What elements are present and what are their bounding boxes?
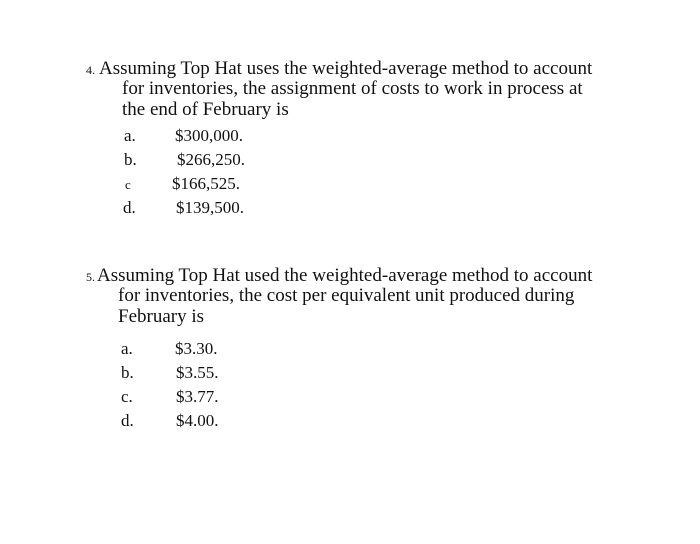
- option-d-value: $4.00.: [176, 411, 219, 430]
- option-c-value: $166,525.: [172, 174, 240, 193]
- option-a-value: $3.30.: [175, 339, 218, 358]
- option-a-letter: a.: [121, 339, 133, 358]
- option-c-letter: c: [125, 177, 131, 192]
- question-text-line: February is: [118, 306, 205, 327]
- question-number: 5.: [86, 270, 95, 284]
- question-text-line: Assuming Top Hat used the weighted-average method to account: [97, 265, 593, 286]
- question-text-line: the end of February is: [122, 99, 289, 120]
- question-text-line: for inventories, the cost per equivalent unit produced during: [118, 285, 575, 306]
- option-d-value: $139,500.: [176, 198, 244, 217]
- option-b-letter: b.: [121, 363, 134, 382]
- option-b-value: $3.55.: [176, 363, 219, 382]
- option-c-value: $3.77.: [176, 387, 219, 406]
- question-number: 4.: [86, 63, 95, 77]
- option-a-value: $300,000.: [175, 126, 243, 145]
- option-d-letter: d.: [121, 411, 134, 430]
- option-d-letter: d.: [123, 198, 136, 217]
- option-b-letter: b.: [124, 150, 137, 169]
- option-b-value: $266,250.: [177, 150, 245, 169]
- question-text-line: Assuming Top Hat uses the weighted-average method to account: [99, 58, 593, 79]
- option-a-letter: a.: [124, 126, 136, 145]
- question-text-line: for inventories, the assignment of costs to work in process at: [122, 78, 583, 99]
- option-c-letter: c.: [121, 387, 133, 406]
